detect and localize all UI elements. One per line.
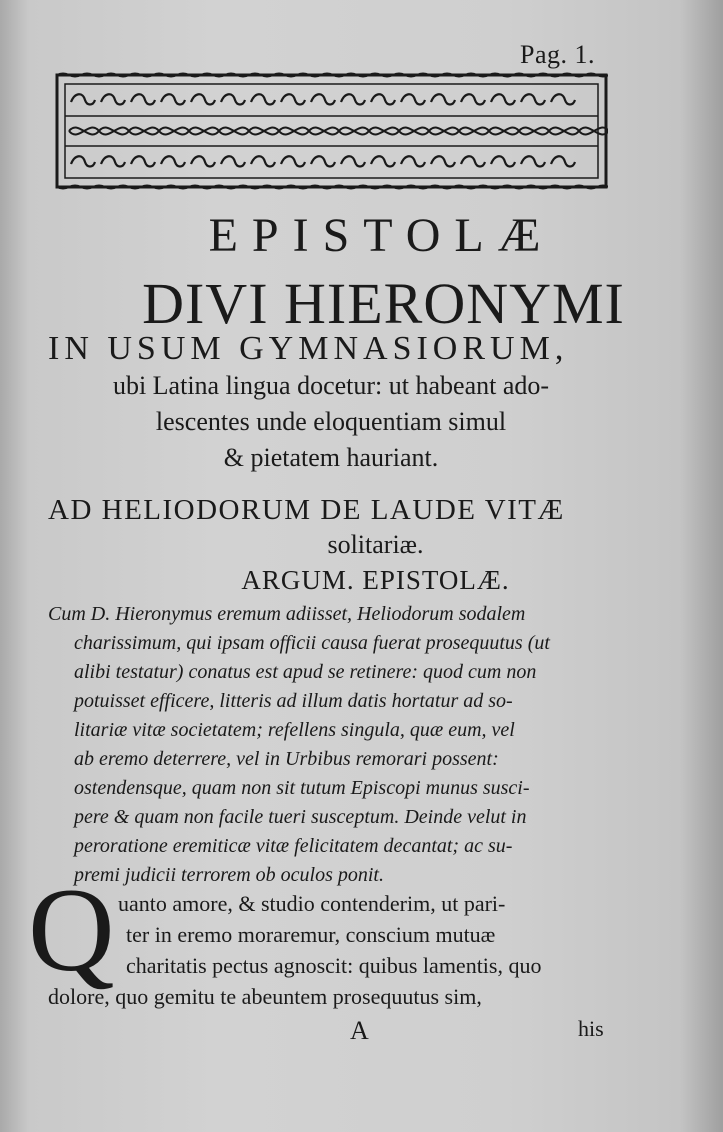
body-line: dolore, quo gemitu te abeuntem prosequutus sim, — [48, 984, 482, 1009]
argument-line: litariæ vitæ societatem; refellens singula, quæ eum, vel — [74, 719, 515, 741]
argument-line: charissimum, qui ipsam officii causa fuerat prosequutus (ut — [74, 632, 550, 654]
subtitle-line: & pietatem hauriant. — [223, 443, 439, 472]
ornamental-headpiece — [55, 72, 608, 190]
letter-heading: AD HELIODORUM DE LAUDE VITÆ — [48, 494, 565, 526]
page-number: Pag. 1. — [520, 40, 595, 69]
signature-mark: A — [350, 1016, 369, 1045]
body-line: charitatis pectus agnoscit: quibus lamentis, quo — [126, 953, 542, 978]
argument-line: ostendensque, quam non sit tutum Episcopi munus susci- — [74, 777, 530, 799]
subtitle-line: lescentes unde eloquentiam simul — [155, 407, 507, 436]
argument-line: pere & quam non facile tueri susceptum. Deinde velut in — [74, 806, 527, 828]
argument-line: peroratione eremiticæ vitæ felicitatem decantat; ac su- — [74, 835, 513, 857]
title-divi-hieronymi: DIVI HIERONYMI — [142, 271, 625, 336]
argument-line: Cum D. Hieronymus eremum adiisset, Heliodorum sodalem — [48, 603, 526, 625]
title-epistolae: EPISTOLÆ — [208, 209, 555, 262]
drop-cap: Q — [28, 863, 115, 996]
argument-line: potuisset efficere, litteris ad illum datis hortatur ad so- — [74, 690, 513, 712]
body-line: uanto amore, & studio contenderim, ut pari- — [118, 891, 506, 916]
argument-heading: ARGUM. EPISTOLÆ. — [241, 565, 510, 595]
body-line: ter in eremo moraremur, conscium mutuæ — [126, 922, 496, 947]
argument-line: premi judicii terrorem ob oculos ponit. — [74, 864, 384, 886]
title-in-usum: IN USUM GYMNASIORUM, — [48, 330, 569, 367]
letter-heading-continued: solitariæ. — [327, 530, 424, 559]
title-subtitle — [56, 368, 606, 476]
argument-line: alibi testatur) conatus est apud se retinere: quod cum non — [74, 661, 537, 683]
subtitle-line: ubi Latina lingua docetur: ut habeant ado- — [112, 371, 550, 400]
argument-text — [48, 600, 606, 890]
catchword: his — [578, 1016, 604, 1041]
argument-line: ab eremo deterrere, vel in Urbibus remorari possent: — [74, 748, 499, 770]
